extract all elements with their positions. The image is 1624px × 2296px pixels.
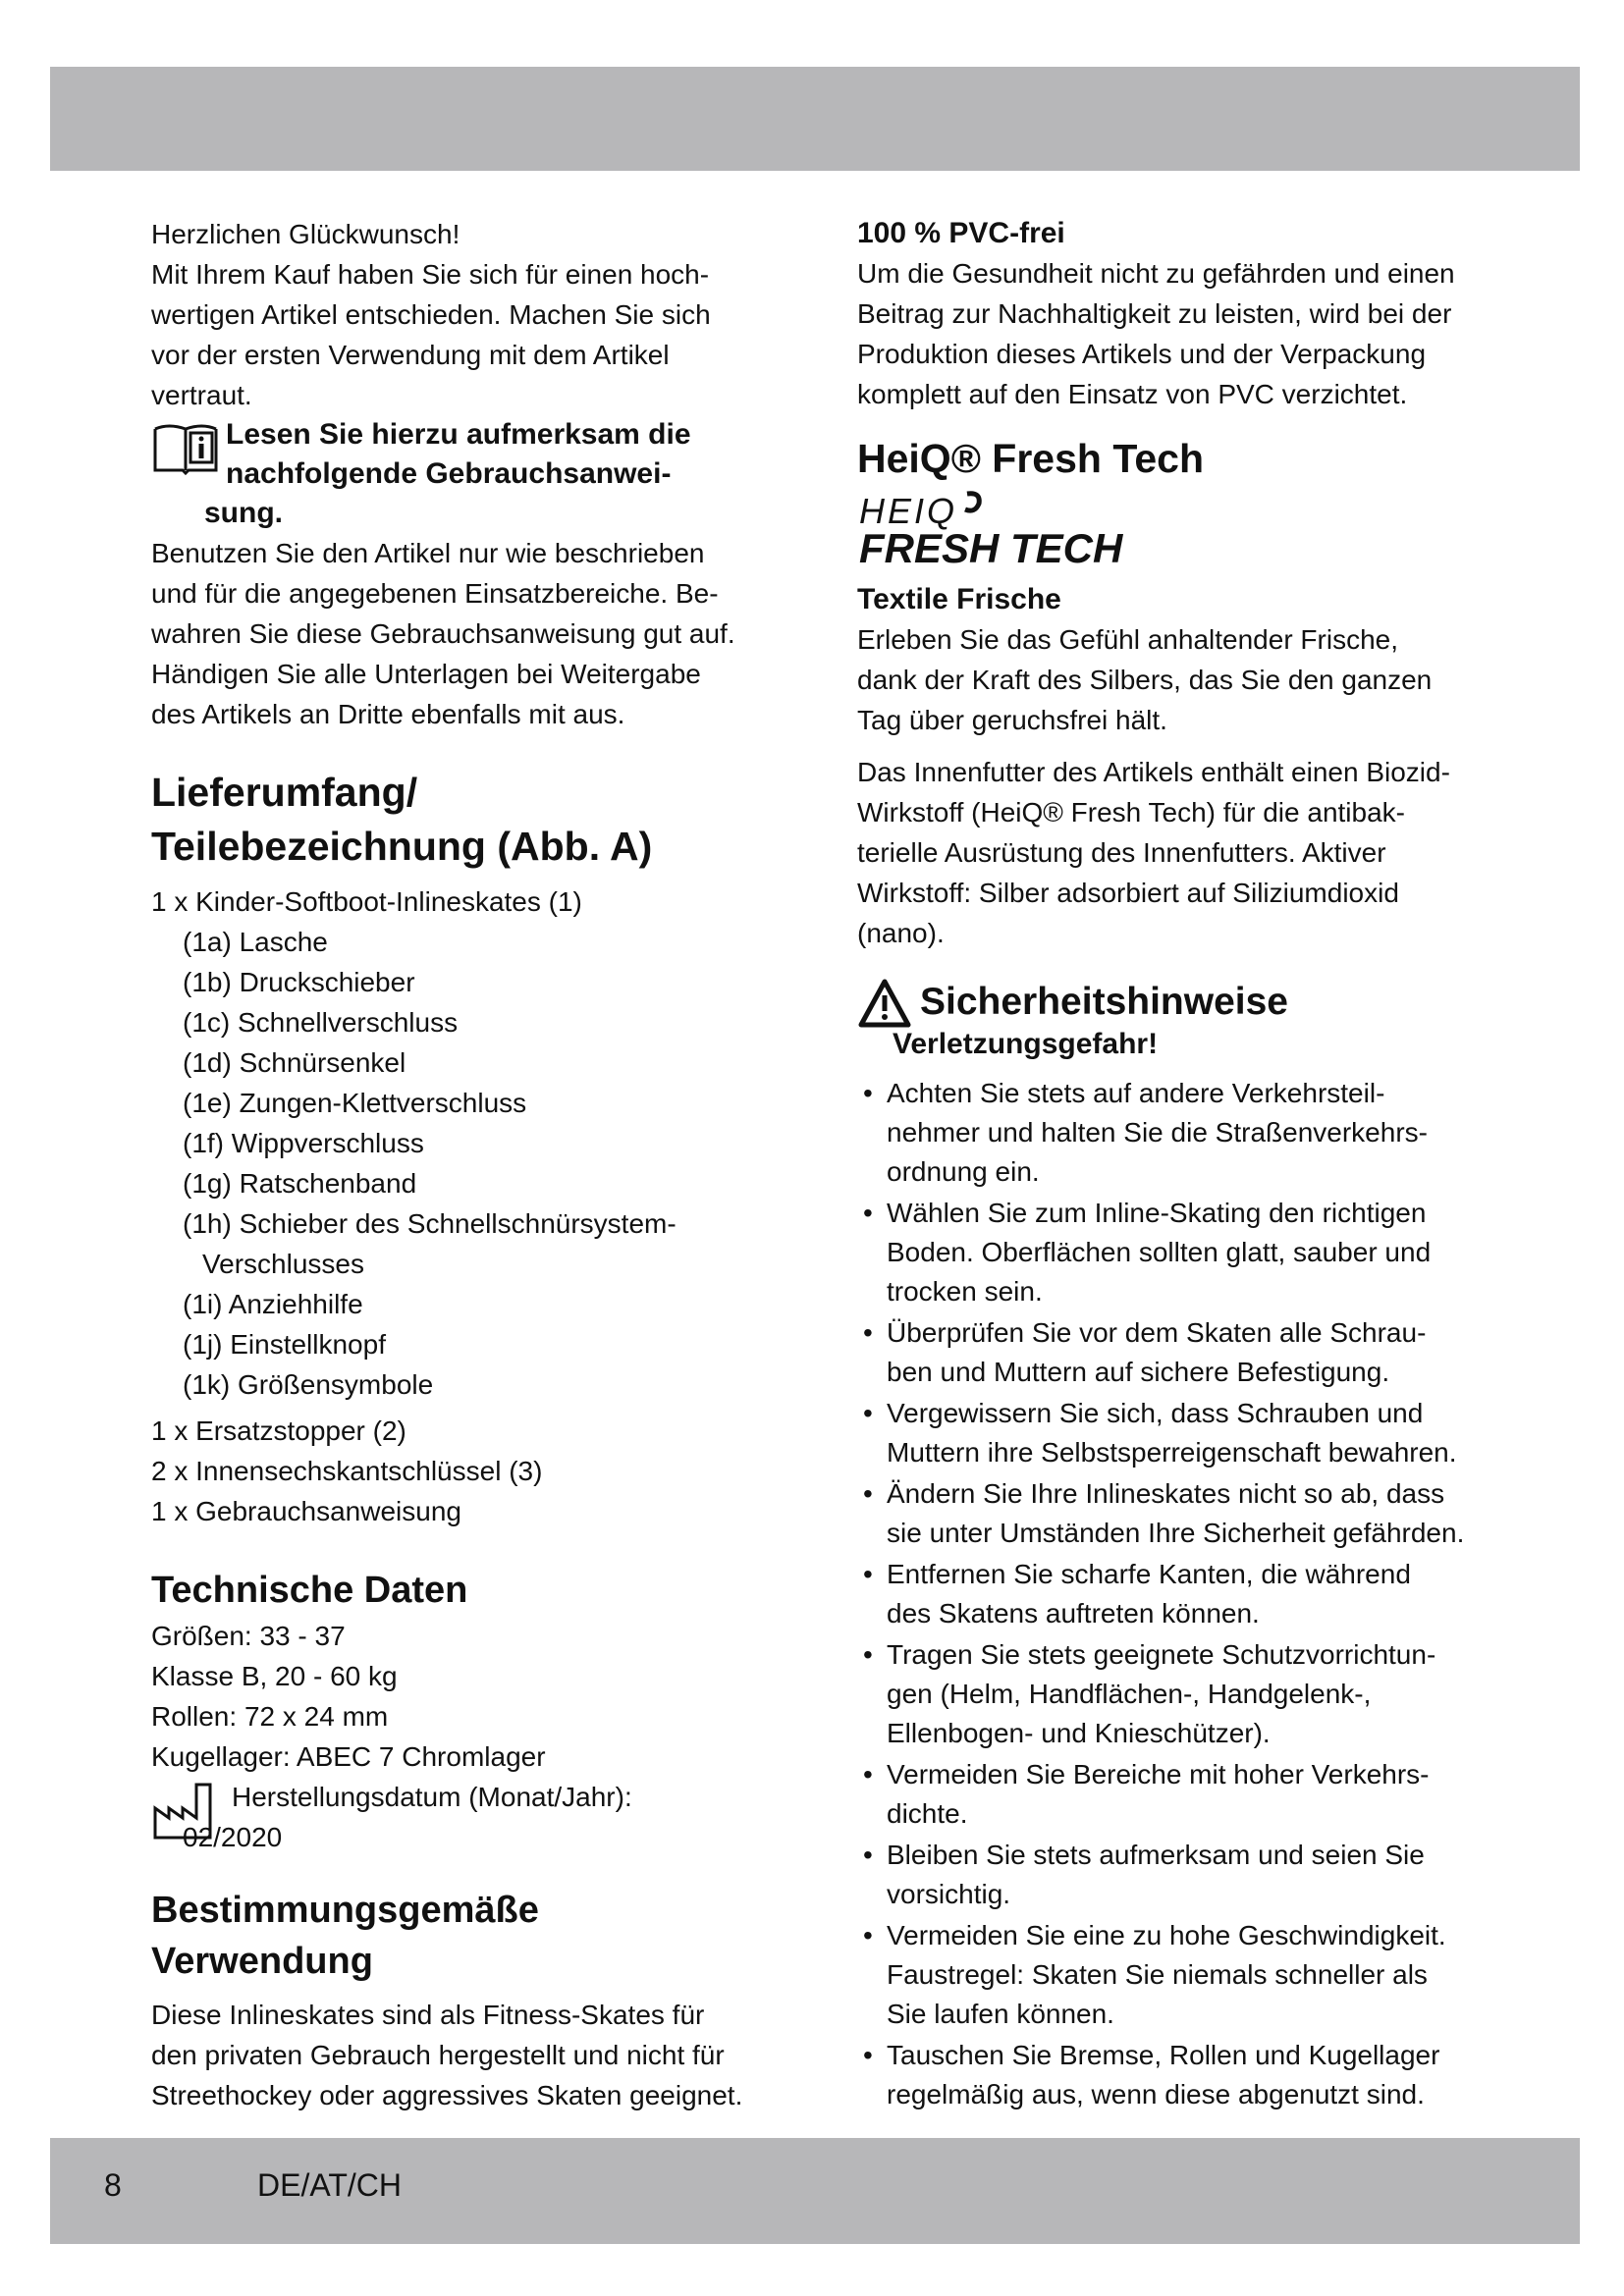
factory-icon [151, 1779, 222, 1844]
safety-item [857, 1555, 1505, 1633]
logo-fresh-tech-text: FRESH TECH [859, 525, 1123, 566]
intended-use-heading: Bestimmungsgemäße [151, 1890, 539, 1931]
tech-line: Kugellager: ABEC 7 Chromlager [151, 1741, 546, 1772]
pvc-line: Um die Gesundheit nicht zu gefährden und einen [857, 258, 1455, 289]
list-item: Verschlusses [202, 1249, 364, 1279]
logo-heiq-text: HEIQ [859, 491, 958, 531]
pvc-line: Beitrag zur Nachhaltigkeit zu leisten, wird bei der [857, 298, 1452, 329]
page-region: DE/AT/CH [257, 2167, 402, 2203]
list-item: 2 x Innensechskantschlüssel (3) [151, 1456, 543, 1486]
pvc-line: Produktion dieses Artikels und der Verpackung [857, 339, 1427, 369]
delivery-heading: Lieferumfang/ [151, 770, 418, 815]
list-item: (1d) Schnürsenkel [183, 1047, 406, 1078]
notice-line: Lesen Sie hierzu aufmerksam die [226, 418, 691, 451]
list-item: 1 x Gebrauchsanweisung [151, 1496, 461, 1526]
left-column [151, 214, 780, 2115]
intro-line: wertigen Artikel entschieden. Machen Sie sich [151, 299, 711, 330]
list-item: (1g) Ratschenband [183, 1168, 417, 1199]
safety-list [857, 1074, 1505, 2114]
intro-greeting: Herzlichen Glückwunsch! [151, 219, 460, 249]
tech-line: Rollen: 72 x 24 mm [151, 1701, 389, 1732]
notice-line: nachfolgende Gebrauchsanwei- [226, 457, 672, 490]
safety-item [857, 1313, 1505, 1392]
safety-item-line: • Wählen Sie zum Inline-Skating den richtigen [887, 1198, 1427, 1228]
safety-item-line: • Vermeiden Sie eine zu hohe Geschwindigkeit. [887, 1920, 1446, 1950]
right-column [857, 214, 1505, 2116]
intro-line: vertraut. [151, 380, 252, 410]
intended-use-heading: Verwendung [151, 1941, 373, 1982]
safety-item [857, 2036, 1505, 2114]
safety-item-line: Muttern ihre Selbstsperreigenschaft bewahren. [887, 1437, 1457, 1468]
safety-item-line: • Tragen Sie stets geeignete Schutzvorrichtun- [887, 1639, 1436, 1670]
safety-item-line: Faustregel: Skaten Sie niemals schneller als [887, 1959, 1428, 1990]
safety-item [857, 1836, 1505, 1914]
manufacture-value: 02/2020 [183, 1822, 283, 1852]
safety-item-line: sie unter Umständen Ihre Sicherheit gefährden. [887, 1518, 1465, 1548]
biocide-line: (nano). [857, 918, 945, 948]
list-item: (1b) Druckschieber [183, 967, 415, 997]
tech-line: Größen: 33 - 37 [151, 1621, 346, 1651]
safety-item-line: trocken sein. [887, 1276, 1043, 1307]
safety-item-line: regelmäßig aus, wenn diese abgenutzt sind. [887, 2079, 1425, 2109]
safety-item-line: • Tauschen Sie Bremse, Rollen und Kugellager [887, 2040, 1440, 2070]
safety-item-line: • Vergewissern Sie sich, dass Schrauben und [887, 1398, 1424, 1428]
textile-line: Erleben Sie das Gefühl anhaltender Frische, [857, 624, 1398, 655]
safety-item [857, 1474, 1505, 1553]
list-item: (1j) Einstellknopf [183, 1329, 386, 1360]
usage-line: Händigen Sie alle Unterlagen bei Weitergabe [151, 659, 701, 689]
pvc-heading: 100 % PVC-frei [857, 217, 1065, 249]
list-item: (1a) Lasche [183, 927, 328, 957]
safety-item-line: • Überprüfen Sie vor dem Skaten alle Schrau- [887, 1317, 1427, 1348]
tech-line: Klasse B, 20 - 60 kg [151, 1661, 398, 1691]
page-number: 8 [104, 2167, 122, 2203]
safety-item-line: Ellenbogen- und Knieschützer). [887, 1718, 1271, 1748]
safety-item-line: • Ändern Sie Ihre Inlineskates nicht so ab, dass [887, 1478, 1445, 1509]
heiq-heading: HeiQ® Fresh Tech [857, 436, 1204, 481]
safety-item-line: gen (Helm, Handflächen-, Handgelenk-, [887, 1679, 1372, 1709]
safety-item-line: dichte. [887, 1798, 968, 1829]
usage-line: Benutzen Sie den Artikel nur wie beschrieben [151, 538, 705, 568]
header-band [50, 67, 1580, 171]
list-item: (1c) Schnellverschluss [183, 1007, 459, 1038]
delivery-heading: Teilebezeichnung (Abb. A) [151, 824, 653, 869]
intended-line: Diese Inlineskates sind als Fitness-Skates für [151, 2000, 705, 2030]
pvc-line: komplett auf den Einsatz von PVC verzichtet. [857, 379, 1408, 409]
safety-item [857, 1635, 1505, 1753]
safety-item [857, 1755, 1505, 1834]
safety-item-line: • Vermeiden Sie Bereiche mit hoher Verkehrs- [887, 1759, 1430, 1789]
biocide-line: terielle Ausrüstung des Innenfutters. Aktiver [857, 837, 1386, 868]
usage-line: des Artikels an Dritte ebenfalls mit aus. [151, 699, 625, 729]
intended-line: Streethockey oder aggressives Skaten geeignet. [151, 2080, 743, 2110]
manufacture-label: Herstellungsdatum (Monat/Jahr): [232, 1782, 632, 1812]
list-item: 1 x Ersatzstopper (2) [151, 1415, 406, 1446]
safety-item-line: vorsichtig. [887, 1879, 1011, 1909]
warning-triangle-icon [857, 978, 912, 1029]
textile-line: Tag über geruchsfrei hält. [857, 705, 1167, 735]
safety-section [857, 975, 1505, 1064]
usage-line: wahren Sie diese Gebrauchsanweisung gut auf. [151, 618, 735, 649]
safety-item-line: • Achten Sie stets auf andere Verkehrsteil- [887, 1078, 1385, 1108]
biocide-line: Wirkstoff: Silber adsorbiert auf Siliziumdioxid [857, 878, 1399, 908]
notice-line: sung. [204, 497, 283, 529]
list-item: (1e) Zungen-Klettverschluss [183, 1088, 527, 1118]
tech-heading: Technische Daten [151, 1570, 468, 1611]
safety-item [857, 1194, 1505, 1311]
injury-heading: Verletzungsgefahr! [893, 1028, 1159, 1060]
intro-line: vor der ersten Verwendung mit dem Artikel [151, 340, 670, 370]
list-item: (1k) Größensymbole [183, 1369, 434, 1400]
list-item: (1h) Schieber des Schnellschnürsystem- [183, 1208, 677, 1239]
biocide-line: Das Innenfutter des Artikels enthält einen Biozid- [857, 757, 1450, 787]
intended-line: den privaten Gebrauch hergestellt und nicht für [151, 2040, 725, 2070]
safety-item-line: • Entfernen Sie scharfe Kanten, die während [887, 1559, 1411, 1589]
safety-item-line: Sie laufen können. [887, 1999, 1114, 2029]
safety-item-line: ordnung ein. [887, 1156, 1040, 1187]
safety-item [857, 1074, 1505, 1192]
list-item: (1i) Anziehhilfe [183, 1289, 363, 1319]
usage-line: und für die angegebenen Einsatzbereiche. Be- [151, 578, 719, 609]
safety-item-line: nehmer und halten Sie die Straßenverkehrs- [887, 1117, 1428, 1148]
safety-item-line: Boden. Oberflächen sollten glatt, sauber und [887, 1237, 1432, 1267]
read-manual-notice [151, 415, 780, 533]
list-item: (1f) Wippverschluss [183, 1128, 424, 1158]
safety-item-line: des Skatens auftreten können. [887, 1598, 1260, 1629]
textile-heading: Textile Frische [857, 583, 1061, 615]
safety-item [857, 1394, 1505, 1472]
safety-item-line: ben und Muttern auf sichere Befestigung. [887, 1357, 1390, 1387]
biocide-line: Wirkstoff (HeiQ® Fresh Tech) für die antibak- [857, 797, 1405, 828]
manual-info-icon [151, 419, 220, 481]
heiq-fresh-tech-logo [857, 490, 1505, 566]
manufacture-date [151, 1777, 780, 1857]
textile-line: dank der Kraft des Silbers, das Sie den ganzen [857, 665, 1433, 695]
safety-heading: Sicherheitshinweise [920, 981, 1288, 1023]
safety-item-line: • Bleiben Sie stets aufmerksam und seien Sie [887, 1840, 1425, 1870]
delivery-list [151, 881, 780, 1531]
intro-line: Mit Ihrem Kauf haben Sie sich für einen hoch- [151, 259, 710, 290]
safety-item [857, 1916, 1505, 2034]
list-item: 1 x Kinder-Softboot-Inlineskates (1) [151, 886, 582, 917]
